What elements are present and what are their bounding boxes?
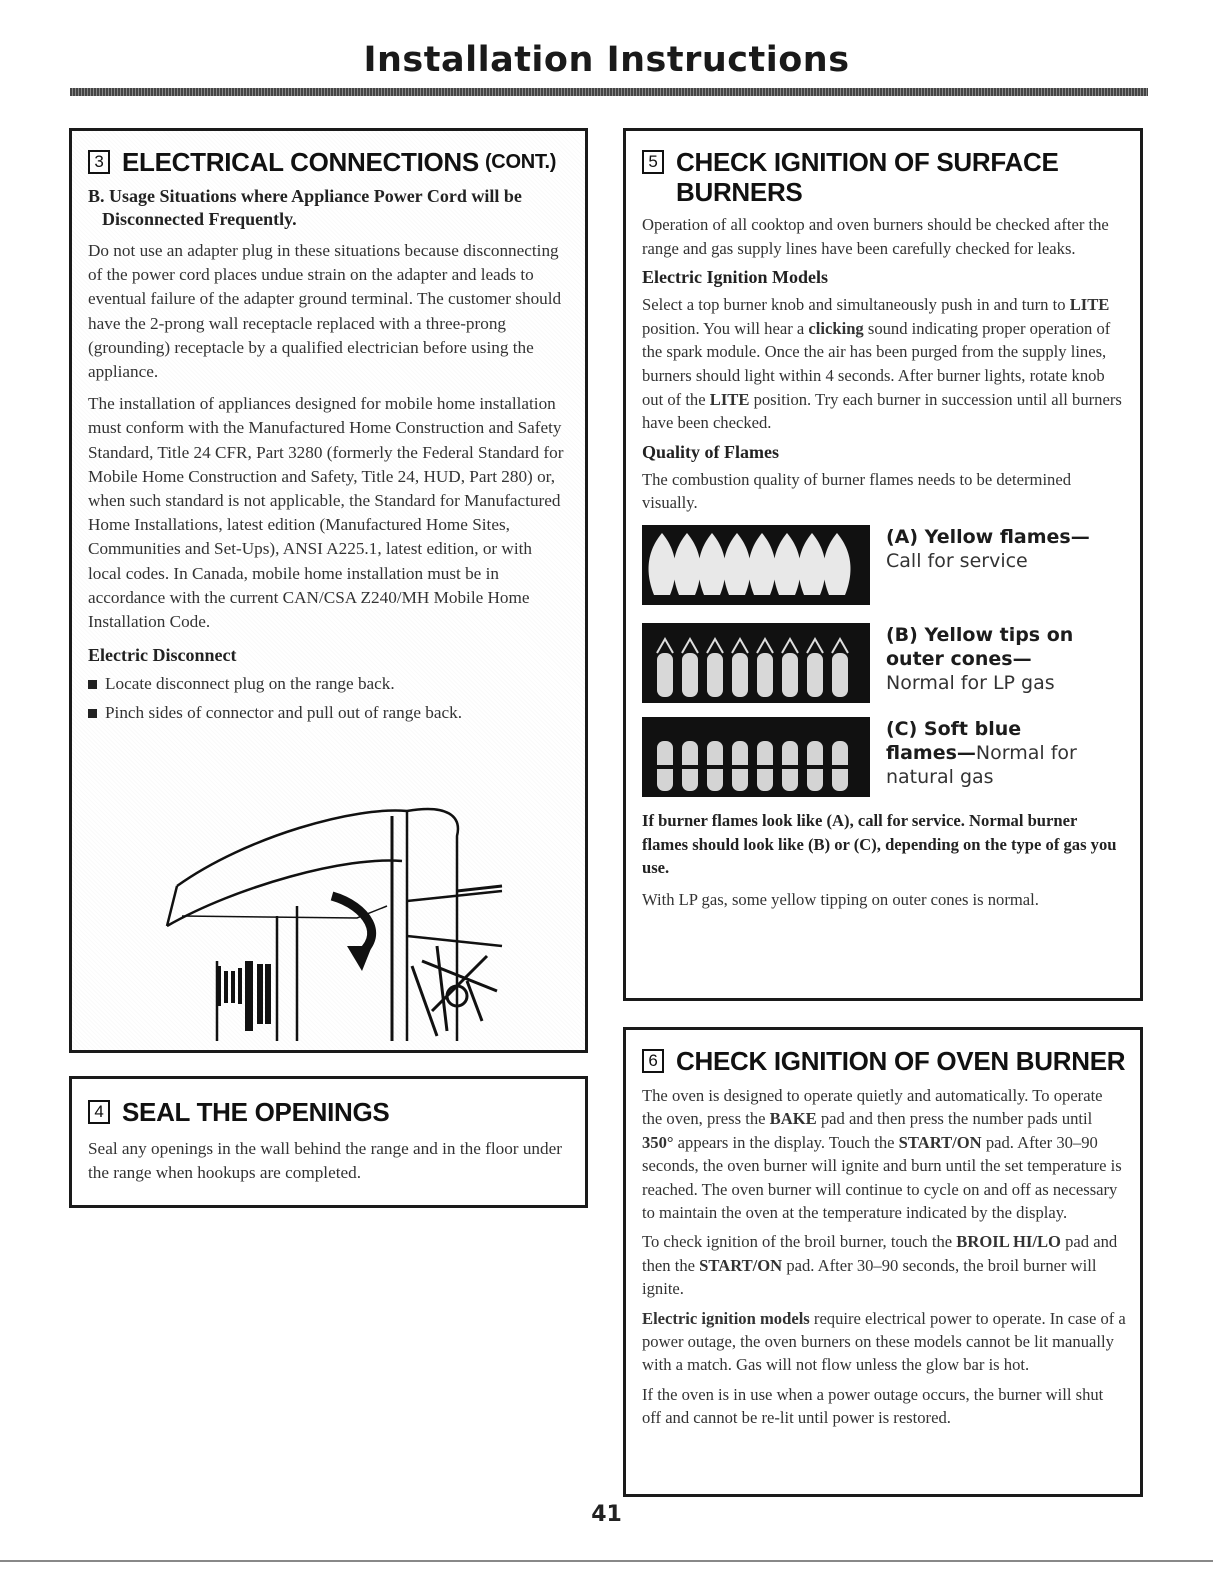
bullet-square-icon — [88, 680, 97, 689]
power-text: require electrical power to operate. In case of a power outage, the oven burners on these models cannot be lit manually with a match. Gas will not flow unless the glow bar is hot. — [642, 1308, 1126, 1375]
flame-c-caption — [886, 717, 1077, 789]
flame-row-c — [642, 717, 1126, 797]
section-check-surface-burners — [623, 128, 1143, 1001]
oven-text-a: The oven is designed to operate quietly and automatically. To operate the oven, press the — [642, 1086, 1103, 1129]
section-3-title: ELECTRICAL CONNECTIONS — [122, 147, 479, 177]
bullet-text: Pinch sides of connector and pull out of range back. — [105, 703, 463, 723]
electric-ignition-models: Electric ignition models — [642, 1308, 810, 1328]
oven-350: 350° — [642, 1132, 674, 1152]
note-burner-flames: If burner flames look like (A), call for service. Normal burner flames should look like (B) or (C), depending on the type of gas you use. — [642, 810, 1117, 878]
flame-c-light-1: Normal for — [975, 741, 1077, 764]
flame-c-bold-2: flames— — [886, 741, 976, 764]
bullet-square-icon — [88, 709, 97, 718]
paragraph-electric-ignition — [642, 293, 1126, 435]
ei-text-c: sound indicating proper operation of the spark module. Once the air has been purged from the supply lines, burners should light within 4 seconds. After burner lights, rotate knob out of the — [642, 318, 1111, 409]
broil-start: START/ON — [699, 1255, 783, 1275]
flame-a-light: Call for service — [886, 549, 1028, 572]
section-4-heading — [88, 1097, 569, 1127]
bottom-rule — [0, 1560, 1213, 1562]
broil-hilo: BROIL HI/LO — [956, 1232, 1061, 1252]
subhead-usage-situations — [88, 185, 569, 231]
bullet-item — [88, 672, 569, 696]
paragraph-adapter: Do not use an adapter plug in these situations because disconnecting of the power cord places undue strain on the adapter and leads to eventual failure of the adapter ground terminal. The customer should have the 2-prong wall receptacle replaced with a three-prong (grounding) receptacle by a qualified electrician before using the appliance. — [88, 241, 562, 382]
section-5-number: 5 — [642, 150, 664, 174]
subhead-quality-of-flames: Quality of Flames — [642, 441, 779, 462]
section-seal-openings — [69, 1076, 588, 1208]
flame-c-bold-1: (C) Soft blue — [886, 717, 1022, 740]
ei-text-b: position. You will hear a — [642, 318, 809, 338]
subhead-b-line1: B. Usage Situations where Appliance Power Cord will be — [88, 186, 522, 206]
paragraph-mobile-home: The installation of appliances designed for mobile home installation must conform with the Manufactured Home Construction and Safety Standard, Title 24 CFR, Part 3280 (formerly the Federal Standard for Mobile Home Construction and Safety, Title 24, HUD, Part 280) or, when such standard is not applicable, the Standard for Manufactured Home Installations, latest edition (Manufactured Home Sites, Communities and Set-Ups), ANSI A225.1, latest edition, or with local codes. In Canada, mobile home installation must be in accordance with the current CAN/CSA Z240/MH Mobile Home Installation Code. — [88, 394, 564, 632]
flame-b-caption — [886, 623, 1073, 695]
paragraph-broil — [642, 1230, 1126, 1300]
oven-text-c: appears in the display. Touch the — [673, 1132, 899, 1152]
section-check-oven-burner — [623, 1027, 1143, 1497]
flame-c-light-2: natural gas — [886, 765, 994, 788]
ei-text-a: Select a top burner knob and simultaneously push in and turn to — [642, 295, 1070, 315]
section-3-heading — [88, 147, 569, 177]
oven-bake: BAKE — [769, 1109, 817, 1129]
section-4-title: SEAL THE OPENINGS — [122, 1097, 390, 1127]
section-3-cont: (CONT.) — [484, 151, 557, 173]
bullet-text: Locate disconnect plug on the range back. — [105, 674, 395, 694]
section-5-title — [676, 147, 1059, 207]
subhead-b-line2: Disconnected Frequently. — [102, 209, 297, 229]
range-back-disconnect-illustration — [157, 796, 517, 1041]
flame-row-b — [642, 623, 1126, 703]
flame-a-caption — [886, 525, 1090, 573]
bullet-item — [88, 701, 569, 725]
section-3-number: 3 — [88, 150, 110, 174]
soft-blue-flames-image — [642, 717, 870, 797]
section-6-number: 6 — [642, 1049, 664, 1073]
paragraph-oven-operate — [642, 1084, 1126, 1224]
flame-b-light: Normal for LP gas — [886, 671, 1055, 694]
section-5-heading — [642, 147, 1126, 207]
broil-text-c: pad. After 30–90 seconds, the broil burner will ignite. — [642, 1255, 1097, 1299]
section-electrical-connections — [69, 128, 588, 1053]
note-lp-gas: With LP gas, some yellow tipping on outer cones is normal. — [642, 889, 1039, 909]
paragraph-seal: Seal any openings in the wall behind the range and in the floor under the range when hookups are completed. — [88, 1139, 562, 1183]
yellow-flames-image — [642, 525, 870, 605]
ei-clicking: clicking — [808, 318, 864, 338]
ei-lite-2: LITE — [709, 389, 750, 409]
oven-text-b: pad and then press the number pads until — [816, 1109, 1093, 1129]
section-6-heading — [642, 1046, 1126, 1076]
title-rule — [70, 88, 1148, 96]
section-5-title-line1: CHECK IGNITION OF SURFACE — [676, 147, 1059, 177]
subhead-electric-ignition: Electric Ignition Models — [642, 267, 828, 288]
flame-row-a — [642, 525, 1126, 605]
ei-lite: LITE — [1069, 295, 1110, 315]
flame-b-bold-1: (B) Yellow tips on — [886, 623, 1074, 646]
ei-text-d: position. Try each burner in succession until all burners have been checked. — [642, 389, 1122, 433]
oven-text-d: pad. After 30–90 seconds, the oven burner will ignite and burn until the set temperature is reached. The oven burner will continue to cycle on and off as necessary to maintain the oven at the temperature indicated by the display. — [642, 1132, 1122, 1223]
subhead-electric-disconnect: Electric Disconnect — [88, 645, 237, 666]
paragraph-quality: The combustion quality of burner flames needs to be determined visually. — [642, 469, 1072, 513]
page-number: 41 — [591, 1502, 622, 1527]
flame-a-bold: (A) Yellow flames— — [886, 525, 1090, 548]
broil-text-a: To check ignition of the broil burner, touch the — [642, 1232, 957, 1252]
paragraph-power-outage: If the oven is in use when a power outage occurs, the burner will shut off and cannot be re-lit until power is restored. — [642, 1384, 1104, 1428]
broil-text-b: pad and then the — [642, 1232, 1118, 1275]
section-4-number: 4 — [88, 1100, 110, 1124]
section-6-title: CHECK IGNITION OF OVEN BURNER — [676, 1046, 1126, 1076]
section-5-title-line2: BURNERS — [676, 177, 803, 207]
page-title: Installation Instructions — [363, 40, 850, 80]
paragraph-operation: Operation of all cooktop and oven burners should be checked after the range and gas supply lines have been carefully checked for leaks. — [642, 215, 1109, 258]
flame-b-bold-2: outer cones— — [886, 647, 1032, 670]
yellow-tips-image — [642, 623, 870, 703]
oven-start: START/ON — [898, 1132, 982, 1152]
paragraph-electric-ignition-power — [642, 1307, 1126, 1377]
